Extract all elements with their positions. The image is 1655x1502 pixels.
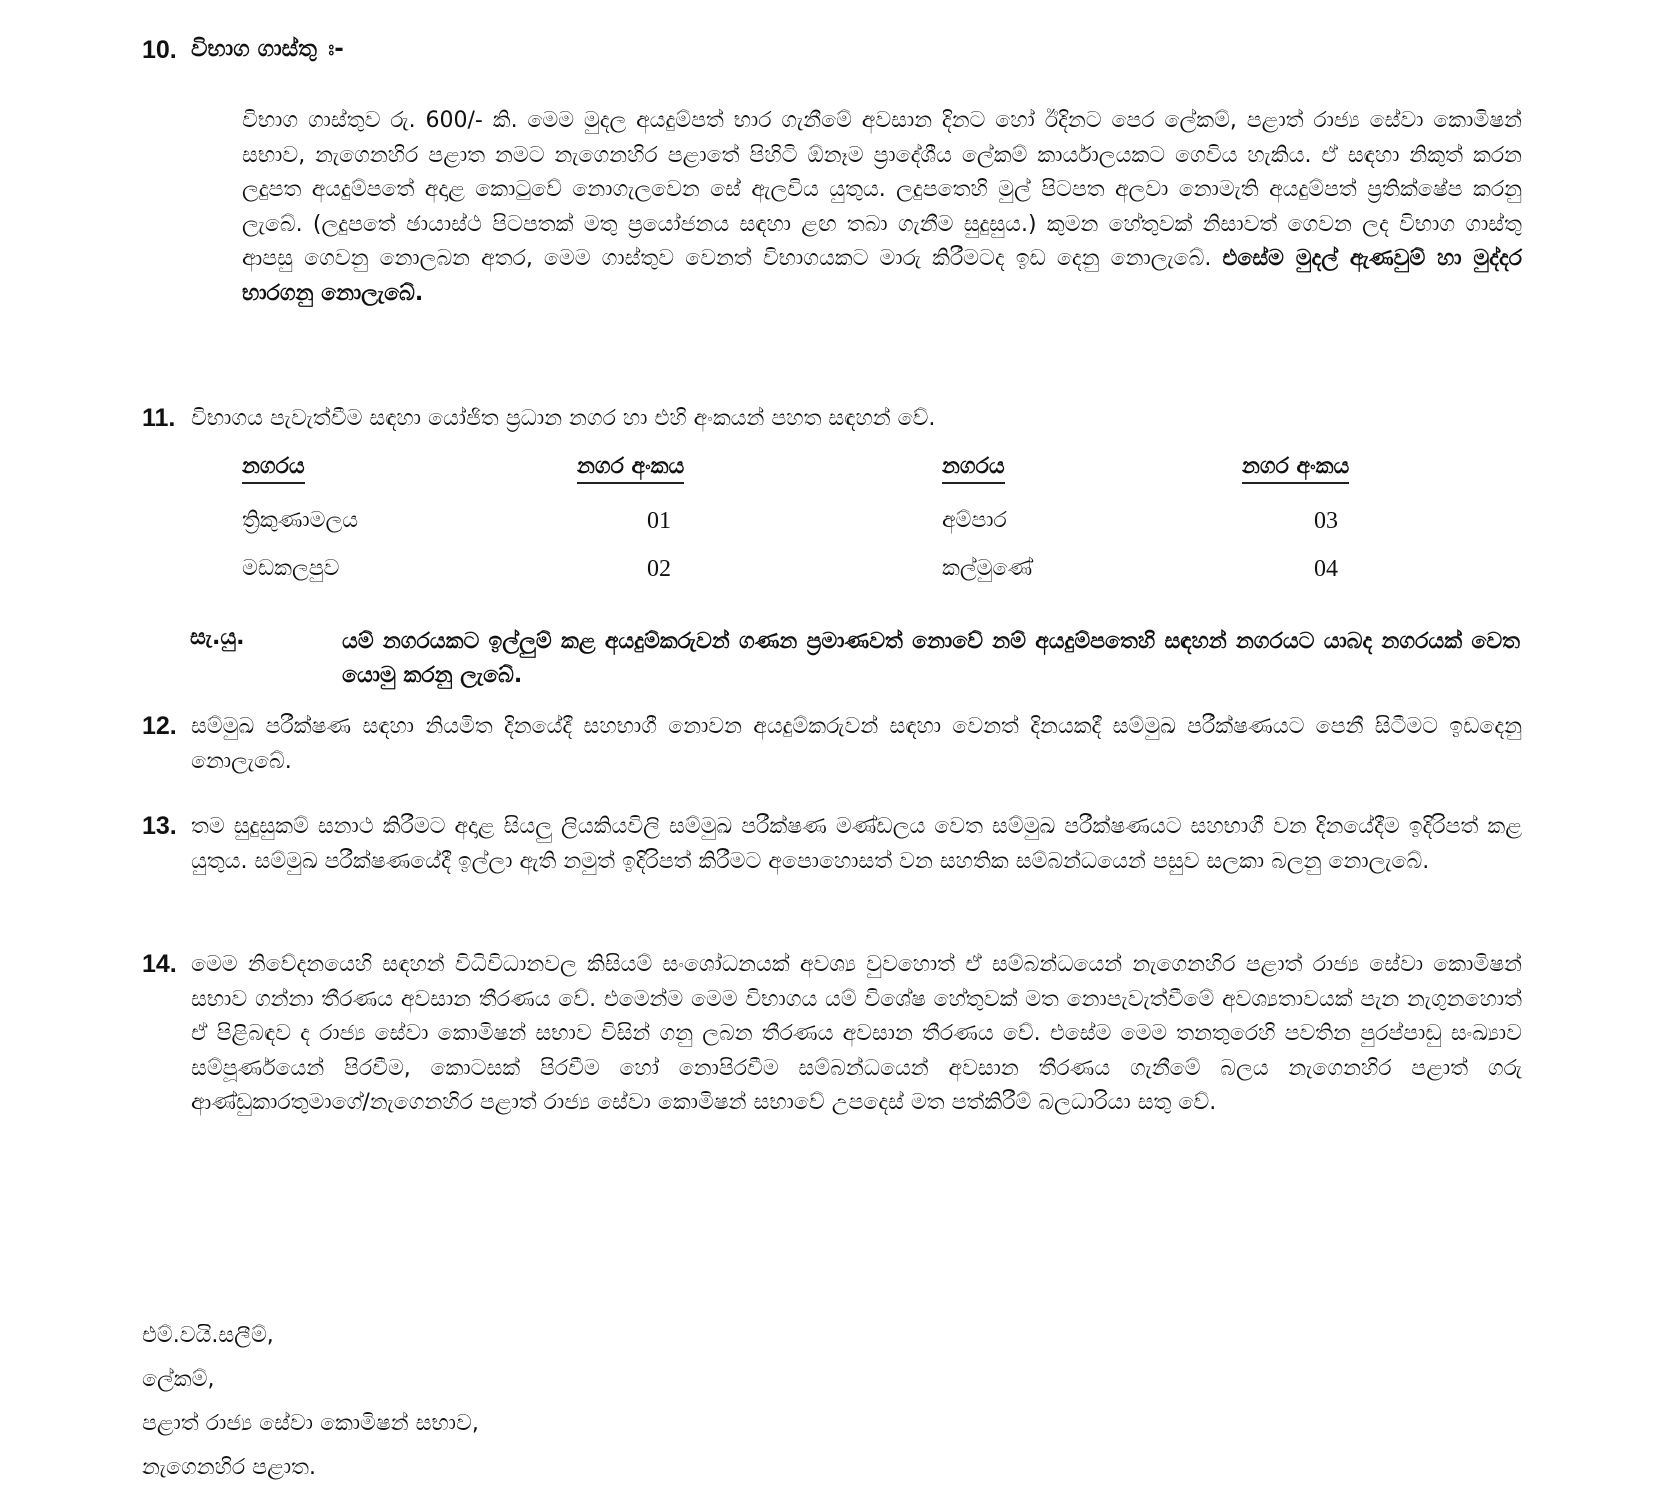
note-text: යම් නගරයකට ඉල්ලුම් කළ අයදුම්කරුවන් ගණන ප්‍රමාණවත් නොවේ නම් අයදුම්පතෙහි සඳහන් නගරයට යාබද නගරයක් වෙත යොමු කරනු ලැබේ. <box>342 629 1520 688</box>
section-paragraph: තම සුදුසුකම් සනාථ කිරීමට අදාළ සියලු ලියකියවිලි සම්මුඛ පරීක්ෂණ මණ්ඩලය වෙත සම්මුඛ පරීක්ෂණයට සහභාගී වන දිනයේදීම ඉදිරිපත් කළ යුතුය. සම්මුඛ පරීක්ෂණයේදී ඉල්ලා ඇති නමුත් ඉදිරිපත් කිරීමට අපොහොසත් වන සහතික සම්බන්ධයෙන් පසුව සලකා බලනු නොලැබේ. <box>191 814 1522 874</box>
section-10 <box>142 36 1522 356</box>
paragraph-text: විභාග ගාස්තුව රු. 600/- කි. මෙම මුදල අයදුම්පත් භාර ගැනීමේ අවසාන දිනට හෝ ඊදිනට පෙර ලේකම්, පළාත් රාජ්‍ය සේවා කොමිෂන් සභාව, නැගෙනහිර පළාත නමට නැගෙනහිර පළාතේ පිහිටි ඕනෑම ප්‍රාදේශීය ලේකම් කාර්යාලයකට ගෙවිය හැකිය. ඒ සඳහා නිකුත් කරන ලදුපත අයදුම්පතේ අදාළ කොටුවේ නොගැලවෙන සේ ඇලවිය යුතුය. ලදුපතෙහි මුල් පිටපත අලවා නොමැති අයදුම්පත් ප්‍රතික්ෂේප කරනු ලැබේ. (ලදුපතේ ඡායාස්ථ පිටපතක් මතු ප්‍රයෝජනය සඳහා ළඟ තබා ගැනීම සුදුසුය.) කුමන හේතුවක් නිසාවත් ගෙවන ලද විභාග ගාස්තු ආපසු ගෙවනු නොලබන අතර, මෙම ගාස්තුව වෙනත් විභාගයකට මාරු කිරීමටද ඉඩ දෙනු නොලැබේ. <box>242 108 1522 271</box>
section-12 <box>142 712 1522 782</box>
paragraph-bold-text: එසේම මුදල් ඇණවුම් හා මුද්දර භාරගනු නොලැබේ. <box>242 246 1523 306</box>
city-code-table <box>242 454 1412 594</box>
note-label: සැ.යු. <box>190 625 245 650</box>
section-13 <box>142 812 1522 922</box>
table-cell-code: 02 <box>647 556 671 582</box>
table-cell-city: කල්මුණේ <box>942 556 1033 581</box>
section-number: 10. <box>142 36 177 64</box>
section-number: 11. <box>142 404 176 432</box>
signature-province: නැගෙනහිර පළාත. <box>142 1455 316 1480</box>
table-cell-code: 01 <box>647 508 671 534</box>
section-paragraph: සම්මුඛ පරීක්ෂණ සඳහා නියමිත දිනයේදී සහභාගී නොවන අයදුම්කරුවන් සඳහා වෙනත් දිනයකදී සම්මුඛ පරීක්ෂණයට පෙනී සිටීමට ඉඩදෙනු නොලැබේ. <box>191 714 1522 774</box>
table-header-city-code: නගර අංකය <box>1242 454 1349 484</box>
table-cell-city: මඩකලපුව <box>242 556 340 581</box>
signature-organization: පළාත් රාජ්‍ය සේවා කොමිෂන් සභාව, <box>142 1411 479 1436</box>
table-header-city: නගරය <box>942 454 1005 484</box>
section-paragraph <box>242 104 1522 311</box>
signature-title: ලේකම්, <box>142 1367 215 1392</box>
section-number: 14. <box>142 950 177 978</box>
table-cell-city: ත්‍රිකුණාමලය <box>242 508 359 533</box>
table-cell-code: 04 <box>1314 556 1338 582</box>
signature-block <box>142 1314 479 1490</box>
signature-name: එම්.වයි.සලීම්, <box>142 1323 274 1348</box>
table-header-city-code: නගර අංකය <box>577 454 684 484</box>
section-14 <box>142 950 1522 1190</box>
section-paragraph: මෙම නිවේදනයෙහි සඳහන් විධිවිධානවල කිසියම් සංශෝධනයක් අවශ්‍ය වුවහොත් ඒ සම්බන්ධයෙන් නැගෙනහිර පළාත් රාජ්‍ය සේවා කොමිෂන් සභාව ගන්නා තීරණය අවසාන තීරණය වේ. එමෙන්ම මෙම විභාගය යම් විශේෂ හේතුවක් මත නොපැවැත්වීමේ අවශ්‍යතාවයක් පැන නැගුනහොත් ඒ පිළිබඳව ද රාජ්‍ය සේවා කොමිෂන් සභාව විසින් ගනු ලබන තීරණය අවසාන තීරණය වේ. එසේම මෙම තනතුරෙහි පවතින පුරප්පාඩු සංඛ්‍යාව සම්පූර්ණයෙන් පිරවීම, කොටසක් පිරවීම හෝ නොපිරවීම සම්බන්ධයෙන් අවසාන තීරණය ගැනීමේ බලය නැගෙනහිර පළාත් ගරු ආණ්ඩුකාරතුමාගේ/නැගෙනහිර පළාත් රාජ්‍ය සේවා කොමිෂන් සභාවේ උපදෙස් මත පත්කිරීම් බලධාරියා සතු වේ. <box>191 952 1522 1115</box>
section-paragraph: විභාගය පැවැත්වීම සඳහා යෝජිත ප්‍රධාන නගර හා එහි අංකයන් පහත සඳහන් වේ. <box>191 406 936 431</box>
section-11 <box>142 404 1522 444</box>
section-heading: විභාග ගාස්තු ඃ- <box>191 36 344 62</box>
table-header-city: නගරය <box>242 454 305 484</box>
section-number: 12. <box>142 712 177 740</box>
section-number: 13. <box>142 812 177 840</box>
table-cell-code: 03 <box>1314 508 1338 534</box>
table-cell-city: අම්පාර <box>942 508 1007 533</box>
